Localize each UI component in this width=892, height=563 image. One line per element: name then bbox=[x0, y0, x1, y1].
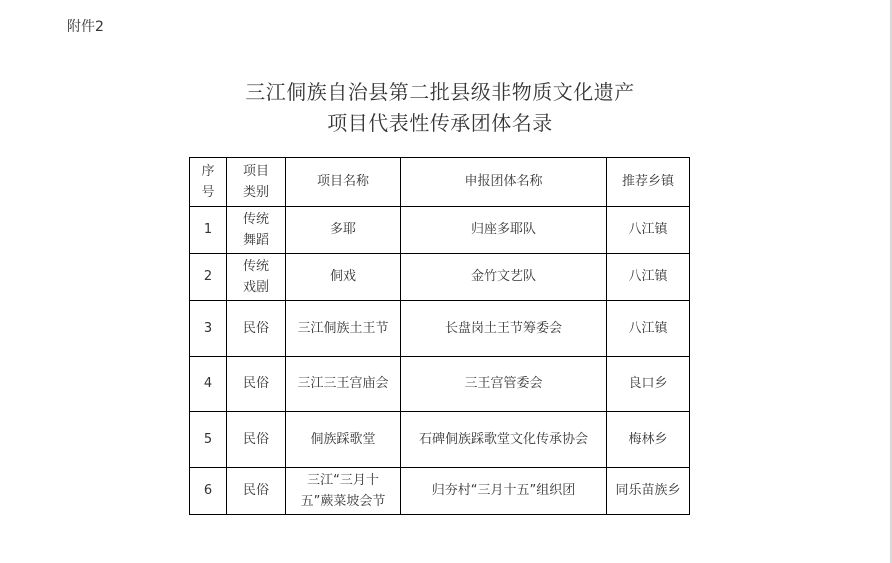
cell-group: 长盘岗土王节筹委会 bbox=[401, 301, 607, 357]
header-category: 项目类别 bbox=[227, 158, 286, 207]
table-row bbox=[190, 412, 690, 468]
cell-town: 八江镇 bbox=[607, 207, 690, 254]
cell-no: 1 bbox=[190, 207, 227, 254]
cell-category: 传统戏剧 bbox=[227, 254, 286, 301]
cell-category: 民俗 bbox=[227, 357, 286, 412]
header-town: 推荐乡镇 bbox=[607, 158, 690, 207]
cell-town: 梅林乡 bbox=[607, 412, 690, 468]
cell-project: 三江“三月十五”蕨菜坡会节 bbox=[286, 468, 401, 515]
document-title-line-1: 三江侗族自治县第二批县级非物质文化遗产 bbox=[245, 80, 635, 104]
cell-group: 归座多耶队 bbox=[401, 207, 607, 254]
cell-project: 侗族踩歌堂 bbox=[286, 412, 401, 468]
table-row bbox=[190, 207, 690, 254]
cell-project: 三江侗族土王节 bbox=[286, 301, 401, 357]
cell-group: 金竹文艺队 bbox=[401, 254, 607, 301]
document-title-line-2: 项目代表性传承团体名录 bbox=[327, 111, 553, 135]
cell-category: 民俗 bbox=[227, 301, 286, 357]
cell-group: 归夯村“三月十五”组织团 bbox=[401, 468, 607, 515]
cell-town: 良口乡 bbox=[607, 357, 690, 412]
cell-no: 4 bbox=[190, 357, 227, 412]
cell-town: 八江镇 bbox=[607, 254, 690, 301]
attachment-label: 附件2 bbox=[67, 19, 104, 35]
table-row bbox=[190, 468, 690, 515]
cell-town: 八江镇 bbox=[607, 301, 690, 357]
cell-project: 三江三王宫庙会 bbox=[286, 357, 401, 412]
cell-category: 民俗 bbox=[227, 412, 286, 468]
cell-category: 传统舞蹈 bbox=[227, 207, 286, 254]
header-no: 序号 bbox=[190, 158, 227, 207]
header-project: 项目名称 bbox=[286, 158, 401, 207]
cell-category: 民俗 bbox=[227, 468, 286, 515]
cell-no: 3 bbox=[190, 301, 227, 357]
header-group: 申报团体名称 bbox=[401, 158, 607, 207]
table-row bbox=[190, 254, 690, 301]
cell-no: 5 bbox=[190, 412, 227, 468]
cell-group: 石碑侗族踩歌堂文化传承协会 bbox=[401, 412, 607, 468]
cell-no: 2 bbox=[190, 254, 227, 301]
heritage-group-table bbox=[189, 157, 690, 515]
cell-no: 6 bbox=[190, 468, 227, 515]
cell-project: 多耶 bbox=[286, 207, 401, 254]
table-header-row bbox=[190, 158, 690, 207]
cell-town: 同乐苗族乡 bbox=[607, 468, 690, 515]
table-row bbox=[190, 357, 690, 412]
table-row bbox=[190, 301, 690, 357]
cell-group: 三王宫管委会 bbox=[401, 357, 607, 412]
cell-project: 侗戏 bbox=[286, 254, 401, 301]
